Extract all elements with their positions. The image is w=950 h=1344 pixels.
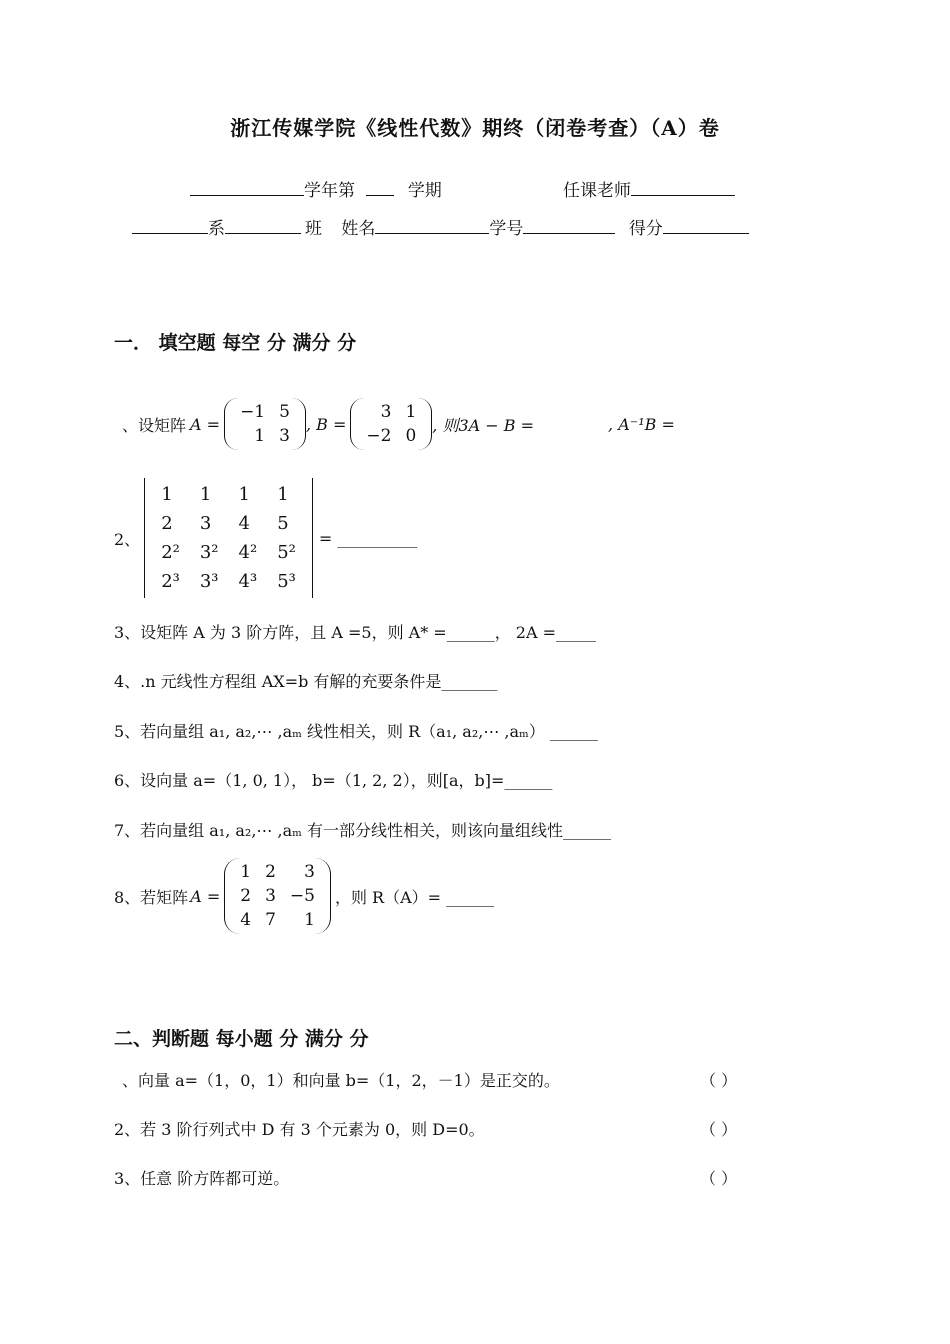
judge-answer-1[interactable]: （ ） <box>700 1071 738 1090</box>
det-cell: 2² <box>161 542 180 563</box>
year-blank[interactable] <box>190 177 304 196</box>
det-cell: 4² <box>238 542 258 563</box>
class-label: 班 <box>305 219 322 239</box>
q2-answer-blank[interactable]: = __________ <box>318 528 418 548</box>
q1-prefix: 、设矩阵 <box>122 415 187 435</box>
q8-a-label: A = <box>190 886 221 906</box>
id-blank[interactable] <box>523 215 615 234</box>
det-cell: 5³ <box>277 571 296 592</box>
header-line-2 <box>132 214 749 239</box>
judge-answer-3[interactable]: （ ） <box>700 1169 738 1188</box>
q2-prefix: 2、 <box>114 529 141 549</box>
q1-expr2: , A⁻¹B = <box>608 414 675 434</box>
question-6: 6、设向量 a=（1, 0, 1）， b=（1, 2, 2），则[a，b]=______ <box>114 771 553 790</box>
name-label: 姓名 <box>341 219 376 239</box>
exam-title: 浙江传媒学院《线性代数》期终（闭卷考查）（A）卷 <box>230 116 720 140</box>
question-1 <box>122 398 675 450</box>
matrix-cell: 1 <box>405 402 417 422</box>
matrix-cell: −1 <box>240 402 266 422</box>
section1-heading: 一． 填空题 每空 分 满分 分 <box>114 332 357 354</box>
det-cell: 1 <box>238 484 250 505</box>
matrix-a <box>224 398 306 450</box>
q1-a-label: A = <box>190 414 221 434</box>
matrix-cell: −2 <box>366 426 392 446</box>
det-cell: 2 <box>161 513 173 534</box>
question-5: 5、若向量组 a₁, a₂,⋯ ,aₘ 线性相关，则 R（a₁, a₂,⋯ ,aₘ） ______ <box>114 722 598 741</box>
matrix-cell: 1 <box>240 862 252 882</box>
matrix-cell: 3 <box>380 402 392 422</box>
matrix-q8 <box>224 858 331 934</box>
term-label: 学期 <box>407 181 442 201</box>
matrix-cell: 7 <box>265 910 276 930</box>
teacher-blank[interactable] <box>631 177 735 196</box>
matrix-cell: 3 <box>265 886 276 906</box>
section2-heading: 二、判断题 每小题 分 满分 分 <box>114 1028 369 1050</box>
matrix-cell: 1 <box>254 426 266 446</box>
q8-suffix: ，则 R（A）= ______ <box>334 887 495 907</box>
matrix-cell: 2 <box>265 862 276 882</box>
det-cell: 5 <box>277 513 289 534</box>
question-3: 3、设矩阵 A 为 3 阶方阵，且 A =5，则 A* =______， 2A =_____ <box>114 623 597 642</box>
det-cell: 3 <box>199 513 212 534</box>
question-8 <box>114 858 494 934</box>
judge-item-1: 、向量 a=（1，0，1）和向量 b=（1，2，－1）是正交的。 <box>122 1071 560 1090</box>
name-blank[interactable] <box>375 215 489 234</box>
det-cell: 1 <box>161 484 173 505</box>
q8-prefix: 8、若矩阵 <box>114 887 189 907</box>
q1-expr1: , 则3A − B = <box>432 415 535 435</box>
matrix-cell: 3 <box>279 426 290 446</box>
matrix-cell: 0 <box>405 426 417 446</box>
id-label: 学号 <box>489 219 524 239</box>
det-cell: 4 <box>238 513 250 534</box>
q1-b-label: , B = <box>305 414 347 434</box>
judge-item-2: 2、若 3 阶行列式中 D 有 3 个元素为 0，则 D=0。 <box>114 1120 485 1139</box>
det-cell: 5² <box>277 542 296 563</box>
question-7: 7、若向量组 a₁, a₂,⋯ ,aₘ 有一部分线性相关，则该向量组线性______ <box>114 821 612 840</box>
matrix-cell: 5 <box>279 402 290 422</box>
judge-answer-2[interactable]: （ ） <box>700 1120 738 1139</box>
matrix-cell: 1 <box>304 910 315 930</box>
matrix-cell: −5 <box>289 886 315 906</box>
judge-item-3: 3、任意 阶方阵都可逆。 <box>114 1169 290 1188</box>
header-line-1 <box>190 176 442 201</box>
determinant <box>144 478 313 598</box>
score-blank[interactable] <box>663 215 749 234</box>
class-blank[interactable] <box>225 215 301 234</box>
dept-label: 系 <box>208 219 225 239</box>
det-cell: 1 <box>199 484 212 505</box>
det-cell: 3² <box>199 542 219 563</box>
score-label: 得分 <box>628 219 663 239</box>
det-cell: 1 <box>277 484 289 505</box>
matrix-b <box>350 398 432 450</box>
question-2 <box>114 478 417 598</box>
det-cell: 3³ <box>199 571 219 592</box>
teacher-field <box>563 176 735 201</box>
year-label: 学年第 <box>304 181 355 201</box>
term-number-blank[interactable] <box>366 177 394 196</box>
matrix-cell: 4 <box>240 910 252 930</box>
matrix-cell: 3 <box>304 862 315 882</box>
teacher-label: 任课老师 <box>563 181 631 201</box>
dept-blank[interactable] <box>132 215 208 234</box>
matrix-cell: 2 <box>240 886 252 906</box>
question-4: 4、.n 元线性方程组 AX=b 有解的充要条件是_______ <box>114 672 498 691</box>
det-cell: 4³ <box>238 571 258 592</box>
det-cell: 2³ <box>161 571 180 592</box>
